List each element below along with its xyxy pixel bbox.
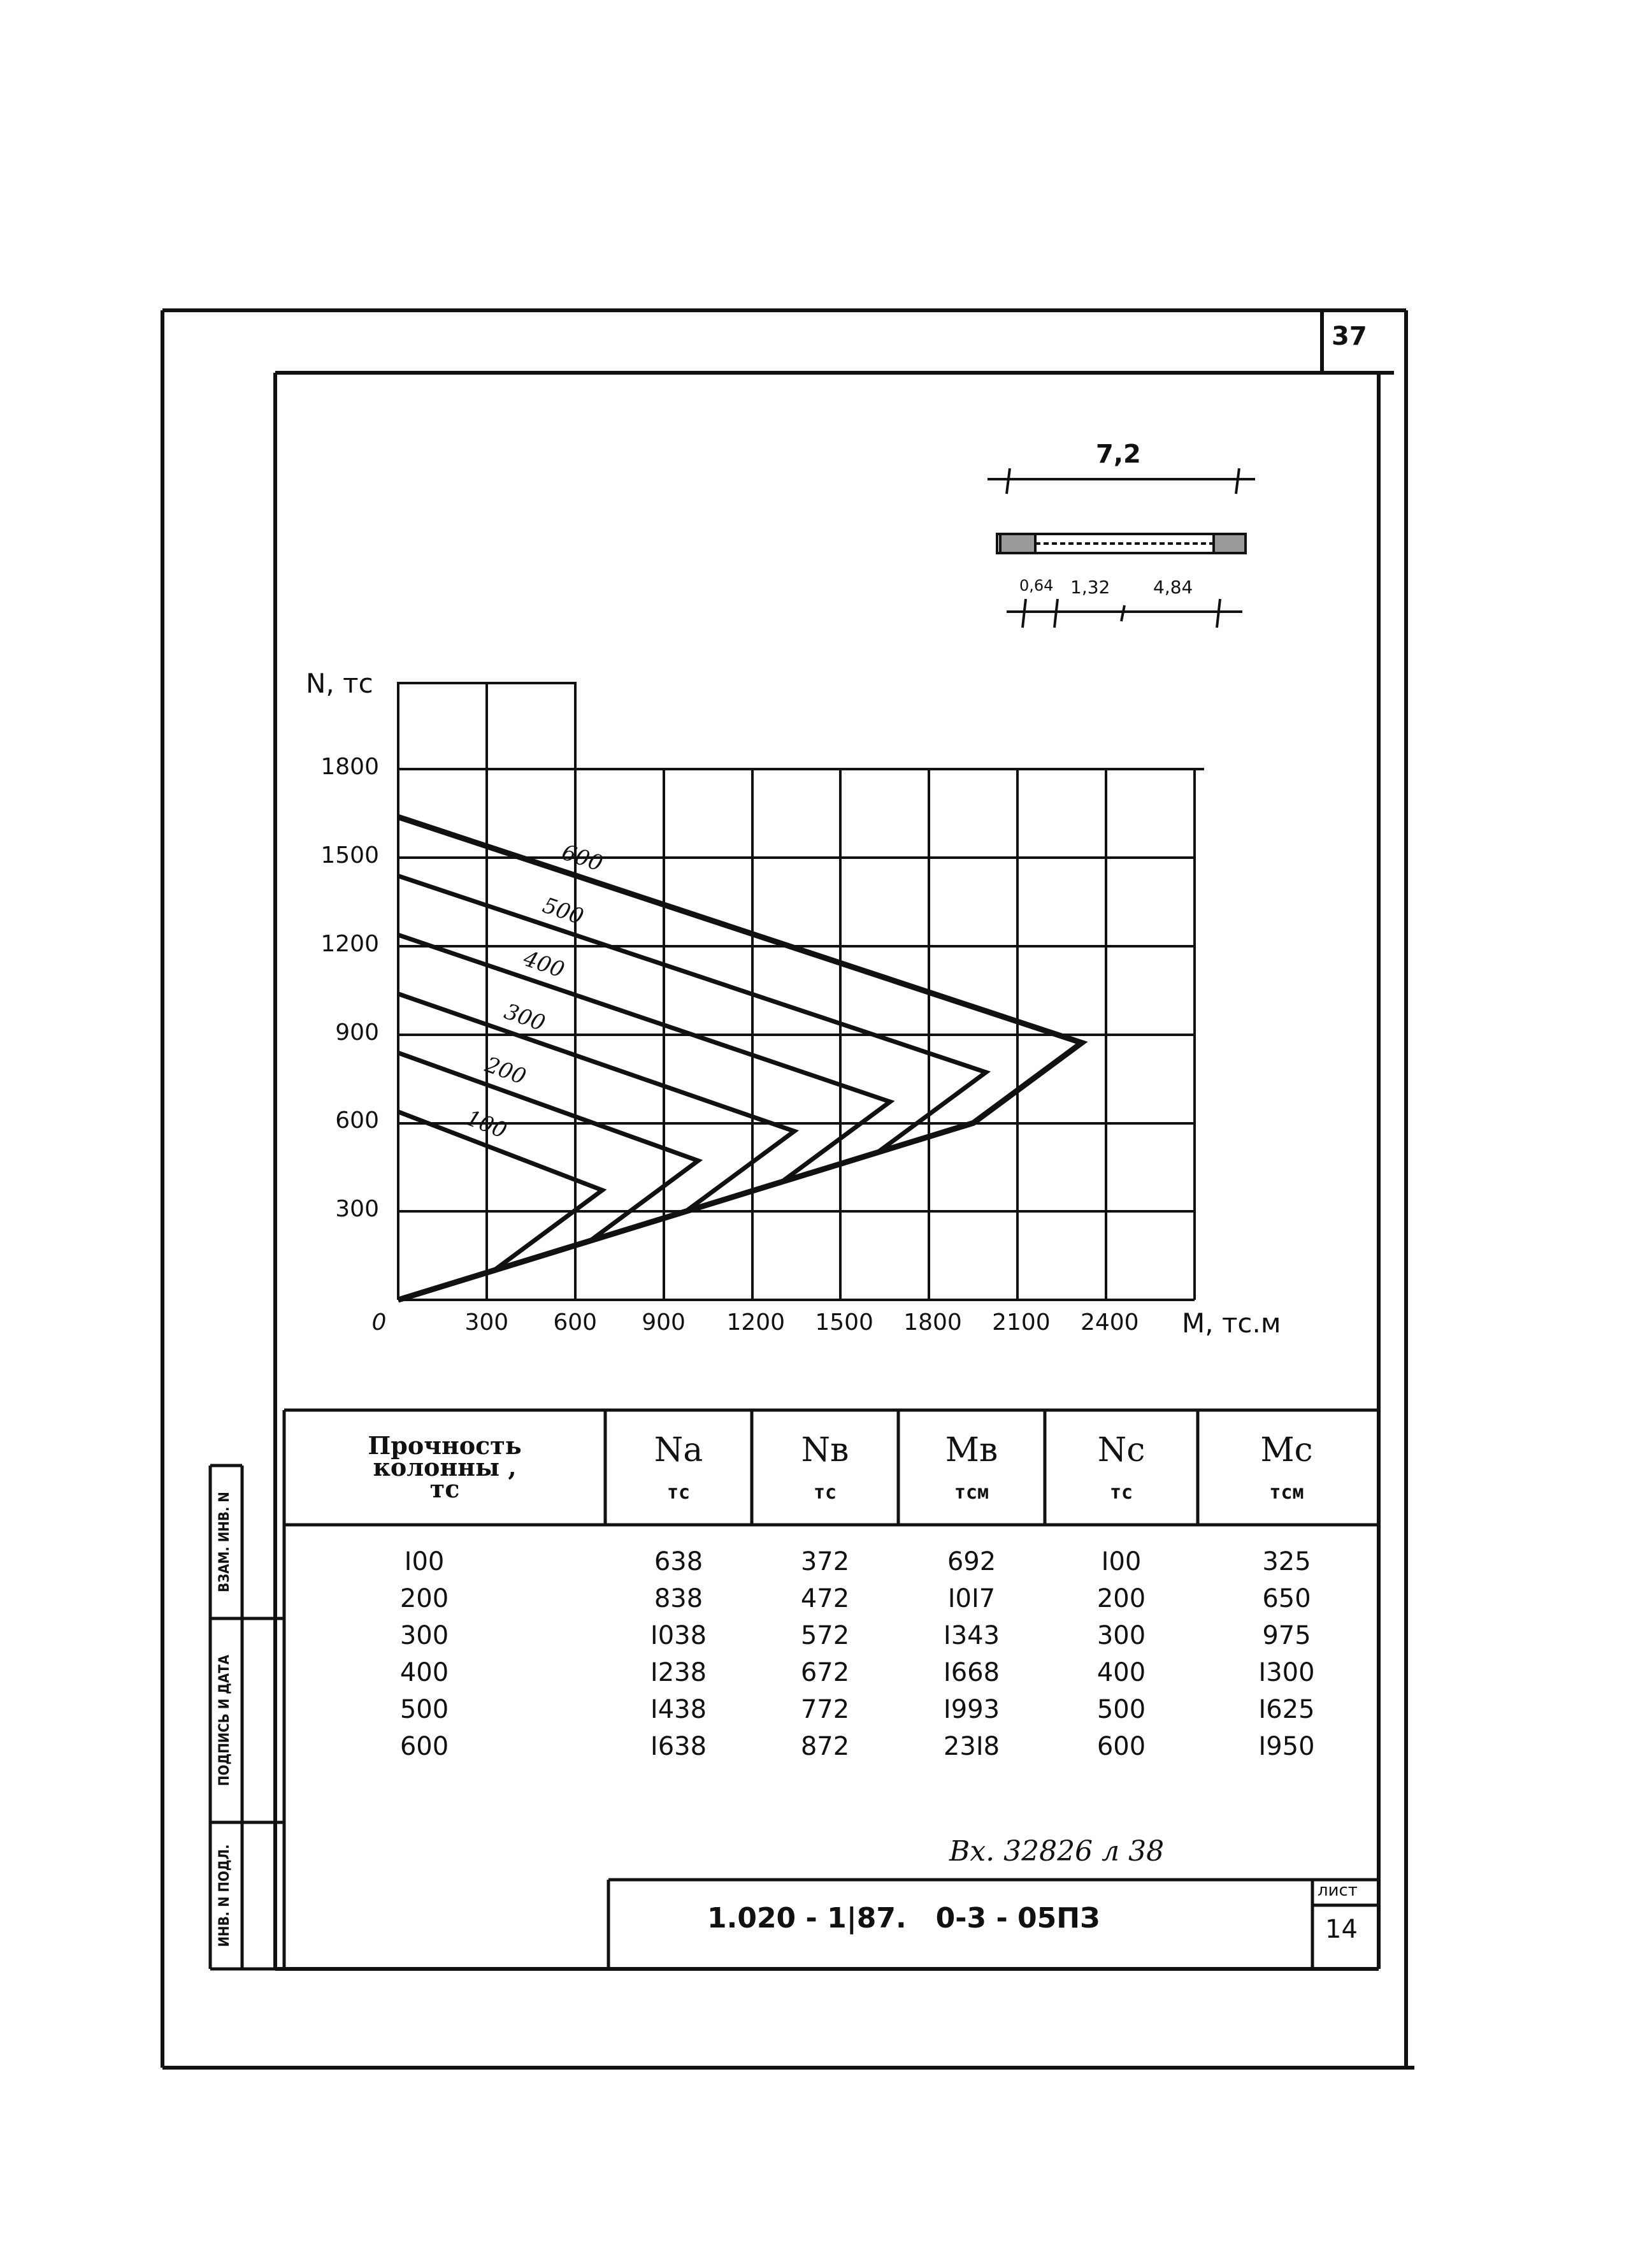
header-strength-line1: Прочность <box>368 1431 522 1460</box>
table-cell: 400 <box>1096 1658 1146 1687</box>
header-mb-unit: тсм <box>954 1481 989 1504</box>
header-strength-line2: колонны , <box>373 1453 517 1481</box>
header-nb-unit: тс <box>813 1481 837 1504</box>
table-cell: 372 <box>800 1547 850 1576</box>
table-cell: 325 <box>1262 1547 1311 1576</box>
sheet-label: лист <box>1318 1881 1358 1900</box>
header-mc-unit: тсм <box>1269 1481 1304 1504</box>
header-na-unit: тс <box>666 1481 691 1504</box>
table-cell: 472 <box>800 1584 850 1613</box>
header-mb-symbol: Mв <box>945 1430 998 1469</box>
table-cell: 692 <box>947 1547 996 1576</box>
curve-label-300: 300 <box>501 998 549 1037</box>
y-tick-label: 1800 <box>320 754 379 781</box>
table-cell: I0I7 <box>947 1584 996 1613</box>
header-mb <box>898 1410 1045 1525</box>
y-tick-label: 300 <box>335 1196 379 1223</box>
cross-section-sketch <box>988 468 1255 628</box>
section-dim-3: 4,84 <box>1153 577 1193 598</box>
x-tick-label: 2400 <box>1080 1309 1139 1336</box>
table-cell: I668 <box>943 1658 1000 1687</box>
section-overall-width: 7,2 <box>1096 440 1141 469</box>
header-nb <box>752 1410 898 1525</box>
row-strength: 400 <box>399 1658 449 1687</box>
table-cell: 200 <box>1096 1584 1146 1613</box>
header-na <box>605 1410 752 1525</box>
row-strength: I00 <box>404 1547 445 1576</box>
header-strength-line3: тс <box>429 1474 460 1503</box>
table-cell: I343 <box>943 1621 1000 1650</box>
y-axis-label: N, тс <box>306 668 373 699</box>
table-cell: I993 <box>943 1695 1000 1724</box>
row-strength: 600 <box>399 1732 449 1761</box>
table-cell: I950 <box>1258 1732 1315 1761</box>
header-mc <box>1198 1410 1375 1525</box>
y-tick-label: 1500 <box>320 842 379 868</box>
section-dim-1: 0,64 <box>1019 577 1054 594</box>
y-tick-label: 600 <box>335 1107 379 1134</box>
table-cell: 672 <box>800 1658 850 1687</box>
sheet-value: 14 <box>1325 1915 1358 1944</box>
stamp-inv-no: ИНВ. N ПОДЛ. <box>217 1844 233 1947</box>
table-cell: 772 <box>800 1695 850 1724</box>
table-cell: I638 <box>650 1732 707 1761</box>
row-strength: 500 <box>399 1695 449 1724</box>
curve-label-500: 500 <box>539 892 587 930</box>
section-dim-2: 1,32 <box>1070 577 1110 598</box>
x-tick-label: 1800 <box>903 1309 962 1336</box>
x-tick-label: 1200 <box>726 1309 786 1336</box>
header-nc-symbol: Nc <box>1097 1430 1146 1469</box>
x-axis-label: M, тс.м <box>1182 1308 1281 1339</box>
curve-300 <box>398 994 794 1300</box>
table-cell: 572 <box>800 1621 850 1650</box>
stamp-replace-inv: ВЗАМ. ИНВ. N <box>217 1492 233 1592</box>
strength-table <box>284 1410 1375 1971</box>
table-cell: I300 <box>1258 1658 1315 1687</box>
table-cell: 975 <box>1262 1621 1311 1650</box>
stamp-signature-date: ПОДПИСЬ И ДАТА <box>217 1655 233 1786</box>
chart-grid <box>398 682 1204 1300</box>
handwritten-note: Вх. 32826 л 38 <box>949 1835 1165 1868</box>
header-strength <box>284 1410 605 1525</box>
table-cell: 838 <box>654 1584 703 1613</box>
x-tick-label: 300 <box>464 1309 509 1336</box>
x-tick-label: 600 <box>553 1309 598 1336</box>
table-cell: 650 <box>1262 1584 1311 1613</box>
table-cell: 600 <box>1096 1732 1146 1761</box>
x-tick-label: 1500 <box>815 1309 873 1336</box>
table-cell: 500 <box>1096 1695 1146 1724</box>
table-cell: 872 <box>800 1732 850 1761</box>
y-tick-label: 900 <box>335 1019 379 1046</box>
table-cell: I438 <box>650 1695 707 1724</box>
table-cell: I238 <box>650 1658 707 1687</box>
table-cell: I00 <box>1101 1547 1142 1576</box>
table-cell: I038 <box>650 1621 707 1650</box>
table-cell: I625 <box>1258 1695 1315 1724</box>
curve-label-400: 400 <box>520 946 568 983</box>
x-tick-label: 900 <box>642 1309 686 1336</box>
row-strength: 300 <box>399 1621 449 1650</box>
y-tick-label: 1200 <box>320 930 379 957</box>
header-na-symbol: Na <box>654 1430 703 1469</box>
curve-label-100: 100 <box>462 1105 510 1144</box>
x-tick-label: 0 <box>371 1309 387 1336</box>
table-cell: 638 <box>654 1547 703 1576</box>
x-tick-label: 2100 <box>992 1309 1051 1336</box>
curve-label-600: 600 <box>558 839 606 877</box>
sheet-number: 37 <box>1332 322 1367 351</box>
header-nc <box>1045 1410 1198 1525</box>
table-cell: 300 <box>1096 1621 1146 1650</box>
header-mc-symbol: Mc <box>1260 1430 1313 1469</box>
header-nc-unit: тс <box>1109 1481 1133 1504</box>
table-cell: 23I8 <box>943 1732 1000 1761</box>
curve-200 <box>398 1053 698 1300</box>
curve-label-200: 200 <box>482 1051 529 1090</box>
header-nb-symbol: Nв <box>801 1430 849 1469</box>
row-strength: 200 <box>399 1584 449 1613</box>
curve-labels <box>463 840 606 1144</box>
doc-code: 1.020 - 1|87. 0-3 - 05ПЗ <box>707 1902 1100 1935</box>
